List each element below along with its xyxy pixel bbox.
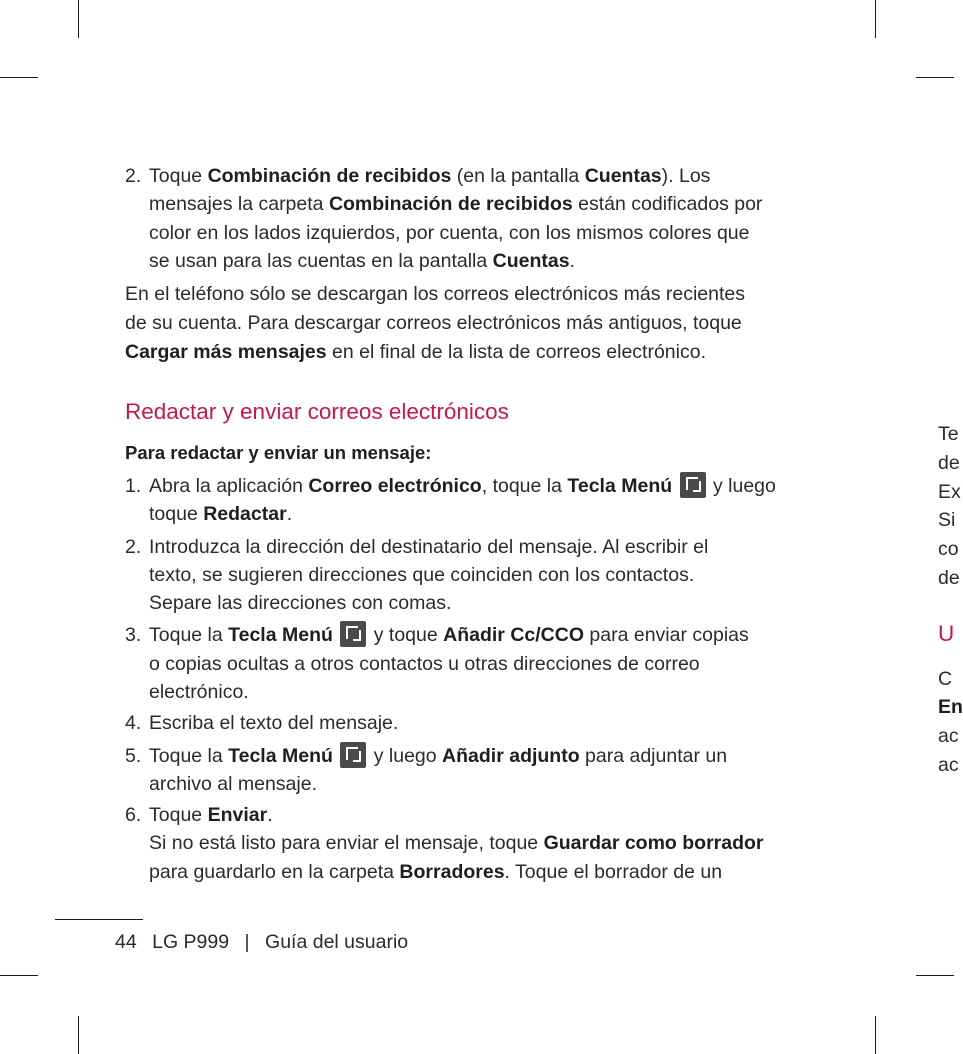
next-page-fragment: C xyxy=(938,668,953,690)
crop-mark xyxy=(875,1016,876,1054)
list-item-text: Introduzca la dirección del destinatario del mensaje. Al escribir el xyxy=(149,536,709,558)
next-page-fragment: ac xyxy=(938,725,959,747)
model-name: LG P999 xyxy=(152,931,230,953)
list-item-text: se usan para las cuentas en la pantalla Cuentas. xyxy=(149,250,576,272)
crop-mark xyxy=(875,0,876,38)
crop-mark xyxy=(78,1016,79,1054)
list-item-text: Separe las direcciones con comas. xyxy=(149,592,452,614)
section-subheading: Para redactar y enviar un mensaje: xyxy=(125,442,432,463)
list-item-text: Toque Enviar. xyxy=(149,804,273,826)
crop-mark xyxy=(0,975,38,976)
next-page-fragment: ac xyxy=(938,754,959,776)
list-item-text: texto, se sugieren direcciones que coinciden con los contactos. xyxy=(149,564,695,586)
list-item-text: o copias ocultas a otros contactos u otras direcciones de correo xyxy=(149,653,700,675)
section-heading: Redactar y enviar correos electrónicos xyxy=(125,399,509,424)
next-page-fragment: Si xyxy=(938,509,956,531)
next-page-fragment: U xyxy=(938,621,955,646)
list-item-text: Toque la Tecla Menú y toque Añadir Cc/CCO para enviar copias xyxy=(149,621,749,650)
footer-rule xyxy=(55,919,143,920)
page-footer xyxy=(115,928,418,956)
list-number: 2. xyxy=(125,165,142,187)
page-number: 44 xyxy=(115,931,137,953)
list-number: 6. xyxy=(125,804,142,826)
menu-key-icon xyxy=(680,472,706,498)
menu-key-icon xyxy=(340,621,366,647)
list-item-text: Si no está listo para enviar el mensaje, toque Guardar como borrador xyxy=(149,832,764,854)
crop-mark xyxy=(916,975,954,976)
list-number: 4. xyxy=(125,712,142,734)
list-item-text: toque Redactar. xyxy=(149,503,293,525)
list-item-text: mensajes la carpeta Combinación de recibidos están codificados por xyxy=(149,193,763,215)
list-item-text: para guardarlo en la carpeta Borradores. Toque el borrador de un xyxy=(149,861,723,883)
list-number: 1. xyxy=(125,475,142,497)
body-paragraph: de su cuenta. Para descargar correos electrónicos más antiguos, toque xyxy=(125,312,742,334)
crop-mark xyxy=(916,77,954,78)
next-page-fragment: En xyxy=(938,696,963,718)
next-page-fragment: Te xyxy=(938,423,959,445)
footer-separator: | xyxy=(244,931,250,953)
menu-key-icon xyxy=(340,742,366,768)
crop-mark xyxy=(78,0,79,38)
body-paragraph: Cargar más mensajes en el final de la lista de correos electrónico. xyxy=(125,341,706,363)
list-number: 3. xyxy=(125,624,142,646)
crop-mark xyxy=(0,77,38,78)
list-item-text: electrónico. xyxy=(149,681,249,703)
guide-title: Guía del usuario xyxy=(265,931,409,953)
list-item-text: archivo al mensaje. xyxy=(149,773,317,795)
next-page-fragment: co xyxy=(938,538,959,560)
body-paragraph: En el teléfono sólo se descargan los correos electrónicos más recientes xyxy=(125,283,745,305)
list-number: 5. xyxy=(125,745,142,767)
next-page-fragment: Ex xyxy=(938,481,961,503)
list-number: 2. xyxy=(125,536,142,558)
next-page-fragment: de xyxy=(938,452,960,474)
list-item-text: Toque la Tecla Menú y luego Añadir adjunto para adjuntar un xyxy=(149,742,727,771)
list-item-text: Toque Combinación de recibidos (en la pantalla Cuentas). Los xyxy=(149,165,711,187)
list-item-text: Escriba el texto del mensaje. xyxy=(149,712,399,734)
list-item-text: Abra la aplicación Correo electrónico, toque la Tecla Menú y luego xyxy=(149,472,776,501)
list-item-text: color en los lados izquierdos, por cuenta, con los mismos colores que xyxy=(149,222,750,244)
next-page-fragment: de xyxy=(938,567,960,589)
